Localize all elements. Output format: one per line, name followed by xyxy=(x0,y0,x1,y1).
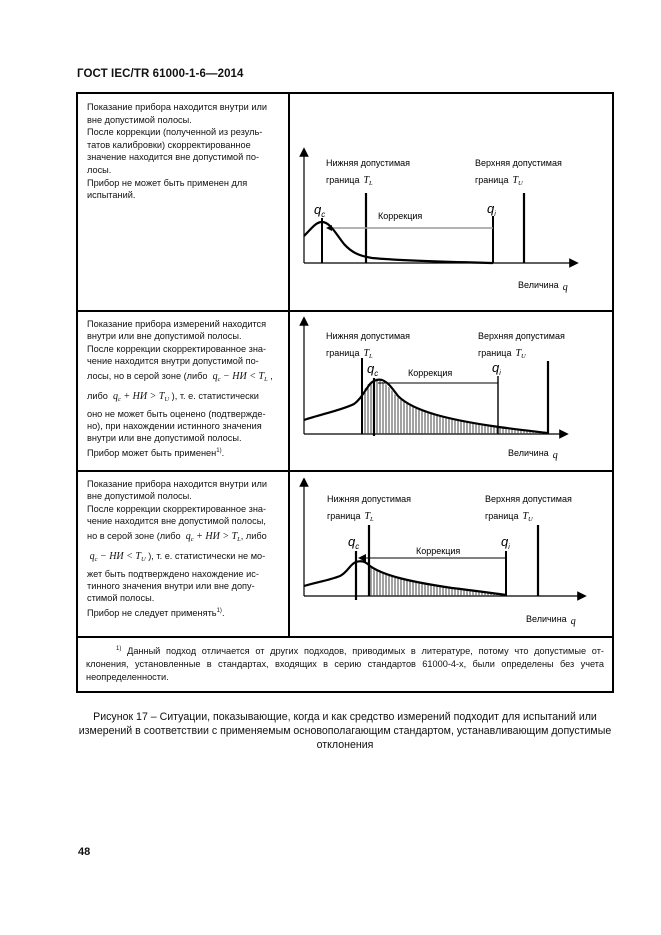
formula-lower: $q_c$ + НИ > $T_L$ xyxy=(185,530,241,543)
lower-limit-label: Нижняя допустимая xyxy=(326,331,411,341)
text-fragment: Прибор не следует применять xyxy=(87,607,217,618)
text-fragment: либо xyxy=(87,390,108,401)
footnote-marker: 1) xyxy=(116,646,122,652)
text-fragment: лосы, но в серой зоне (либо xyxy=(87,370,208,381)
text-line: Показание прибора находится внутри или xyxy=(87,102,267,112)
figure-table xyxy=(76,92,614,693)
footnote-text: Данный подход отличается от других подходов, приводимых в литературе, потому что допустимые от-клонения, установленные в стандартах, входящих в серию стандартов 61000-4-х, были определены без учета неопределенности. xyxy=(86,646,604,682)
qc-label: $q_c$ xyxy=(367,361,379,378)
page-number: 48 xyxy=(78,846,91,858)
lower-limit-label: Нижняя допустимая xyxy=(326,158,411,168)
document-header: ГОСТ IEC/TR 61000-1-6—2014 xyxy=(77,68,244,80)
text-line-formula xyxy=(87,528,283,548)
correction-label: Коррекция xyxy=(416,546,461,556)
qi-label: $q_i$ xyxy=(501,534,510,551)
qi-label: $q_i$ xyxy=(492,360,501,377)
text-line-formula xyxy=(87,388,283,408)
axis-label: Величина q xyxy=(508,448,558,461)
text-line: чение находится вне допустимой полосы, xyxy=(87,516,266,527)
text-line: После коррекции (полученной из резуль- xyxy=(87,127,263,138)
upper-limit-label: граница $T_U$ xyxy=(478,348,526,360)
text-line: значение находится вне допустимой по- xyxy=(87,152,259,163)
upper-limit-label: Верхняя допустимая xyxy=(485,494,572,504)
text-line: После коррекции скорректированное зна- xyxy=(87,503,267,514)
text-fragment: ), т. е. статистически xyxy=(171,390,259,401)
lower-limit-label: Нижняя допустимая xyxy=(327,494,412,504)
text-line: Прибор не следует применять$^{1)}$. xyxy=(87,607,225,618)
row3-description xyxy=(87,478,283,619)
diagram-row2 xyxy=(292,316,612,466)
hatched-area xyxy=(362,380,547,434)
diagram-row3 xyxy=(292,478,612,633)
figure-caption: Рисунок 17 – Ситуации, показывающие, когда и как средство измерений подходит для испытаний или измерений в соответствии с применяемым основополагающим стандартом, устанавливающим допустимые отклонения xyxy=(78,711,612,751)
text-line: После коррекции скорректированное зна- xyxy=(87,343,267,354)
column-divider xyxy=(288,94,290,638)
text-fragment: но в серой зоне (либо xyxy=(87,530,181,541)
text-line: тинного значения внутри или вне допу- xyxy=(87,581,255,592)
correction-label: Коррекция xyxy=(408,368,453,378)
lower-limit-label: граница $T_L$ xyxy=(326,348,373,360)
row-divider xyxy=(78,470,612,472)
text-line-formula: лосы, но в серой зоне (либо $q_c$ − НИ < $T_L$ , xyxy=(87,370,273,383)
footnote-ref: 1) xyxy=(216,447,222,454)
upper-limit-label: Верхняя допустимая xyxy=(475,158,562,168)
row-divider xyxy=(78,636,612,638)
row-divider xyxy=(78,310,612,312)
qc-label: $q_c$ xyxy=(314,202,326,219)
upper-limit-label: граница $T_U$ xyxy=(475,175,523,187)
text-line: стимой полосы. xyxy=(87,593,155,604)
axis-label: Величина q xyxy=(518,280,568,293)
text-line: оно не может быть оценено (подтвержде- xyxy=(87,408,266,419)
text-line: внутри или вне допустимой полосы. xyxy=(87,433,242,444)
upper-limit-label: Верхняя допустимая xyxy=(478,331,565,341)
text-line: жет быть подтверждено нахождение ис- xyxy=(87,568,259,579)
row2-description xyxy=(87,318,283,459)
footnote-ref: 1) xyxy=(216,607,222,614)
text-line: Показание прибора находится внутри или xyxy=(87,479,267,489)
formula-upper: $q_c$ − НИ < $T_U$ xyxy=(89,550,146,563)
text-line: внутри или вне допустимой полосы. xyxy=(87,331,242,342)
text-line: Показание прибора измерений находится xyxy=(87,319,267,329)
text-fragment: ), т. е. статистически не мо- xyxy=(148,550,266,561)
correction-label: Коррекция xyxy=(378,211,423,221)
upper-limit-label: граница $T_U$ xyxy=(485,511,533,523)
text-line: вне допустимой полосы. xyxy=(87,114,192,125)
lower-limit-label: граница $T_L$ xyxy=(327,511,374,523)
formula-lower: $q_c$ − НИ < $T_L$ xyxy=(212,370,268,383)
text-fragment: , либо xyxy=(240,530,267,541)
text-line: лосы. xyxy=(87,164,112,175)
text-line: вне допустимой полосы. xyxy=(87,491,192,502)
qi-label: $q_i$ xyxy=(487,201,496,218)
text-line: татов калибровки) скорректированное xyxy=(87,139,251,150)
text-line: Прибор не может быть применен для xyxy=(87,177,248,188)
row1-description xyxy=(87,101,283,202)
axis-label: Величина q xyxy=(526,614,576,627)
text-line: но), при нахождении истинного значения xyxy=(87,421,262,432)
lower-limit-label: граница $T_L$ xyxy=(326,175,373,187)
text-line: испытаний. xyxy=(87,190,136,201)
diagram-row1 xyxy=(292,138,612,308)
formula-upper: $q_c$ + НИ > $T_U$ xyxy=(112,390,170,403)
qc-label: $q_c$ xyxy=(348,534,360,551)
text-line: Прибор может быть применен$^{1)}$. xyxy=(87,447,225,458)
text-line-formula xyxy=(87,548,283,568)
text-line: чение находится внутри допустимой по- xyxy=(87,356,259,367)
table-footnote xyxy=(86,643,604,684)
text-fragment: Прибор может быть применен xyxy=(87,447,217,458)
